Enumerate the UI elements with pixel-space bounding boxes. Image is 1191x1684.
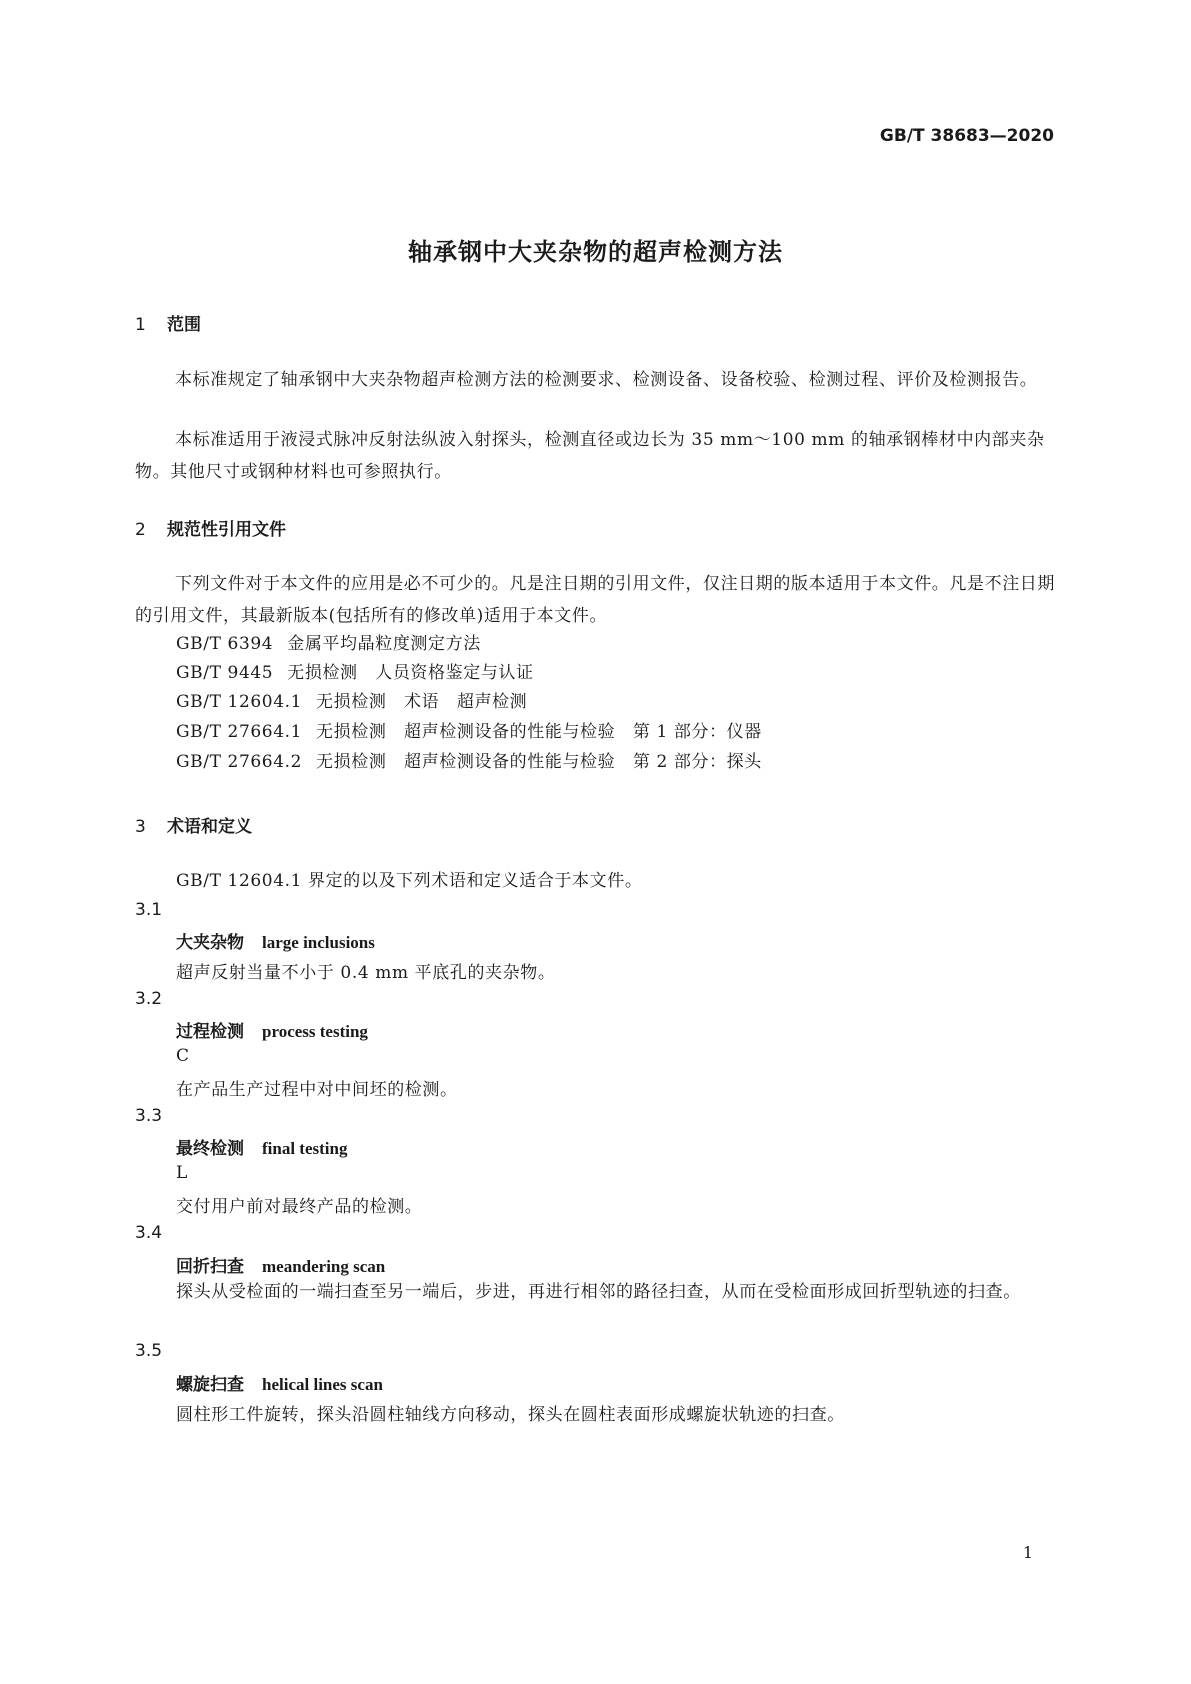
term-zh: 最终检测 xyxy=(176,1139,244,1159)
section-title: 范围 xyxy=(167,315,201,335)
section-1-heading xyxy=(135,310,201,335)
term-en: final testing xyxy=(262,1139,348,1158)
reference-item xyxy=(176,716,762,748)
page-number: 1 xyxy=(1022,1543,1033,1562)
document-title: 轴承钢中大夹杂物的超声检测方法 xyxy=(408,238,783,266)
term-number: 3.5 xyxy=(135,1341,163,1361)
term-number: 3.4 xyxy=(135,1223,163,1243)
term-en: process testing xyxy=(262,1022,368,1041)
section-number: 3 xyxy=(135,817,146,837)
reference-title: 无损检测 超声检测设备的性能与检验 第 1 部分：仪器 xyxy=(316,722,762,742)
term-number: 3.1 xyxy=(135,900,163,920)
section-title: 术语和定义 xyxy=(167,817,252,837)
section-2-heading xyxy=(135,515,286,540)
term-heading xyxy=(176,1252,385,1277)
term-definition: 圆柱形工件旋转，探头沿圆柱轴线方向移动，探头在圆柱表面形成螺旋状轨迹的扫查。 xyxy=(176,1405,845,1425)
section-2-intro: 下列文件对于本文件的应用是必不可少的。凡是注日期的引用文件，仅注日期的版本适用于本文件。凡是不注日期的引用文件，其最新版本(包括所有的修改单)适用于本文件。 xyxy=(135,574,1055,626)
term-number: 3.2 xyxy=(135,989,163,1009)
term-heading xyxy=(176,1134,347,1159)
term-zh: 回折扫查 xyxy=(176,1257,244,1277)
term-zh: 大夹杂物 xyxy=(176,933,244,953)
reference-code: GB/T 6394 xyxy=(176,634,274,654)
term-zh: 螺旋扫查 xyxy=(176,1375,244,1395)
reference-code: GB/T 12604.1 xyxy=(176,692,303,712)
term-symbol: C xyxy=(176,1046,190,1066)
section-number: 1 xyxy=(135,315,146,335)
section-number: 2 xyxy=(135,520,146,540)
term-heading xyxy=(176,1017,368,1042)
reference-title: 无损检测 术语 超声检测 xyxy=(316,692,528,712)
section-3-intro: GB/T 12604.1 界定的以及下列术语和定义适合于本文件。 xyxy=(176,871,643,891)
term-symbol: L xyxy=(176,1163,188,1183)
section-3-heading xyxy=(135,812,252,837)
term-definition: 交付用户前对最终产品的检测。 xyxy=(176,1197,423,1217)
term-en: meandering scan xyxy=(262,1257,386,1276)
term-en: large inclusions xyxy=(262,933,375,952)
section-1-paragraph-1: 本标准规定了轴承钢中大夹杂物超声检测方法的检测要求、检测设备、设备校验、检测过程、评价及检测报告。 xyxy=(175,370,1038,390)
reference-code: GB/T 27664.2 xyxy=(176,752,303,772)
section-1-paragraph-2: 本标准适用于液浸式脉冲反射法纵波入射探头，检测直径或边长为 35 mm～100 mm 的轴承钢棒材中内部夹杂物。其他尺寸或钢种材料也可参照执行。 xyxy=(135,430,1045,482)
reference-code: GB/T 27664.1 xyxy=(176,722,303,742)
reference-code: GB/T 9445 xyxy=(176,663,274,683)
reference-title: 金属平均晶粒度测定方法 xyxy=(287,634,481,654)
reference-title: 无损检测 超声检测设备的性能与检验 第 2 部分：探头 xyxy=(316,752,762,772)
reference-item xyxy=(176,746,762,778)
term-definition: 在产品生产过程中对中间坯的检测。 xyxy=(176,1080,458,1100)
reference-item xyxy=(176,628,481,660)
reference-item xyxy=(176,686,527,718)
term-heading xyxy=(176,1370,383,1395)
reference-item xyxy=(176,657,534,689)
term-number: 3.3 xyxy=(135,1106,163,1126)
term-en: helical lines scan xyxy=(262,1375,383,1394)
section-title: 规范性引用文件 xyxy=(167,520,286,540)
standard-number: GB/T 38683—2020 xyxy=(879,126,1054,146)
term-zh: 过程检测 xyxy=(176,1022,244,1042)
term-heading xyxy=(176,928,375,953)
reference-title: 无损检测 人员资格鉴定与认证 xyxy=(287,663,534,683)
term-definition: 超声反射当量不小于 0.4 mm 平底孔的夹杂物。 xyxy=(176,963,556,983)
term-definition: 探头从受检面的一端扫查至另一端后，步进，再进行相邻的路径扫查，从而在受检面形成回折型轨迹的扫查。 xyxy=(176,1282,1021,1302)
